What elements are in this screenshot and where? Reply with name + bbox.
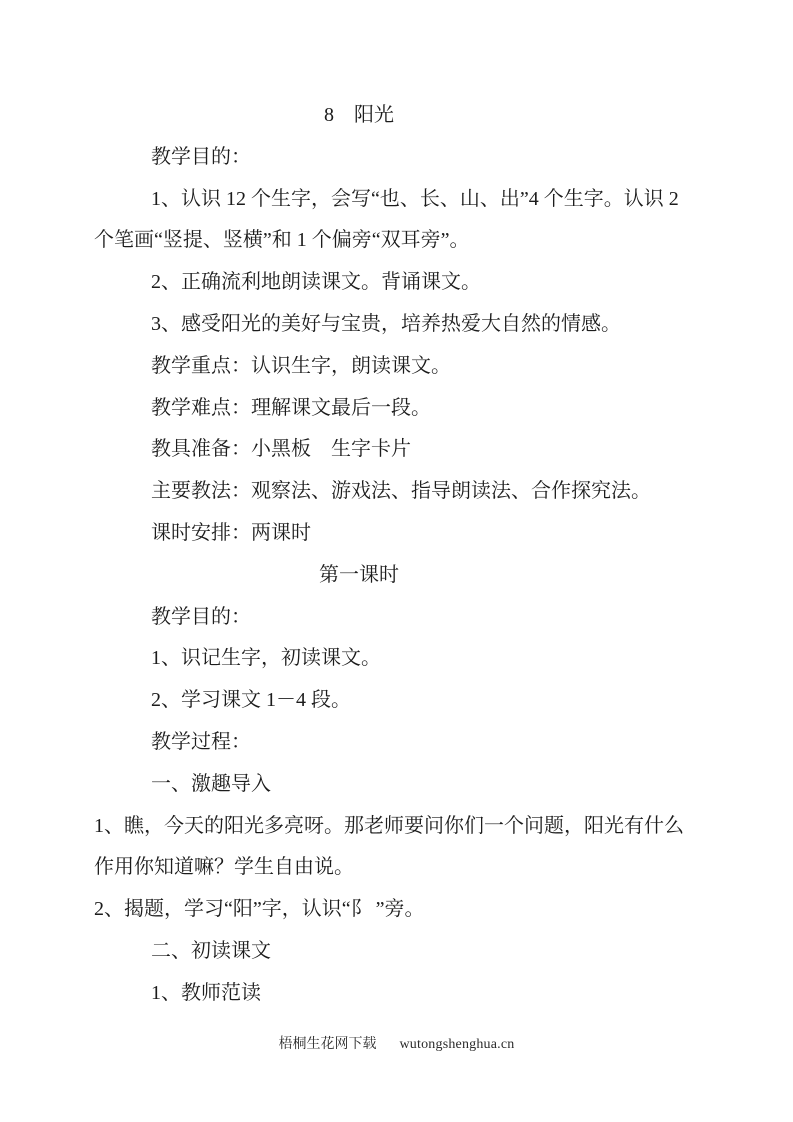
paragraph-step-1-item-1-line-2: 作用你知道嘛？学生自由说。 [94,856,354,879]
section-heading-first-period: 第一课时 [319,563,399,586]
paragraph-step-2-item-1: 1、教师范读 [151,981,261,1004]
paragraph-period-aim-1: 1、识记生字，初读课文。 [151,647,381,670]
paragraph-period-aim-2: 2、学习课文 1－4 段。 [151,689,351,712]
paragraph-aim-1-line-1: 1、认识 12 个生字，会写“也、长、山、出”4 个生字。认识 2 [151,187,679,210]
paragraph-step-1-item-2: 2、揭题，学习“阳”字，认识“阝 ”旁。 [94,898,425,921]
paragraph-teaching-aims-label: 教学目的： [151,145,251,168]
paragraph-step-1-item-1-line-1: 1、瞧，今天的阳光多亮呀。那老师要问你们一个问题，阳光有什么 [94,814,684,837]
paragraph-aim-1-line-2: 个笔画“竖提、竖横”和 1 个偏旁“双耳旁”。 [94,229,470,252]
paragraph-period-aims-label: 教学目的： [151,605,251,628]
paragraph-teaching-focus: 教学重点：认识生字，朗读课文。 [151,354,451,377]
page-footer [0,1034,793,1055]
paragraph-main-methods: 主要教法：观察法、游戏法、指导朗读法、合作探究法。 [151,480,651,503]
paragraph-teaching-difficulty: 教学难点：理解课文最后一段。 [151,396,431,419]
paragraph-teaching-aids: 教具准备：小黑板 生字卡片 [151,438,411,461]
paragraph-lesson-schedule: 课时安排：两课时 [151,521,311,544]
paragraph-teaching-process-label: 教学过程： [151,730,251,753]
paragraph-aim-3: 3、感受阳光的美好与宝贵，培养热爱大自然的情感。 [151,312,621,335]
footer-site-url: wutongshenghua.cn [399,1037,515,1052]
footer-site-name: 梧桐生花网下载 [278,1037,377,1052]
paragraph-aim-2: 2、正确流利地朗读课文。背诵课文。 [151,271,481,294]
paragraph-step-1-heading: 一、激趣导入 [151,772,271,795]
paragraph-step-2-heading: 二、初读课文 [151,939,271,962]
page-title: 8 阳光 [324,104,394,126]
document-body [94,95,690,1015]
